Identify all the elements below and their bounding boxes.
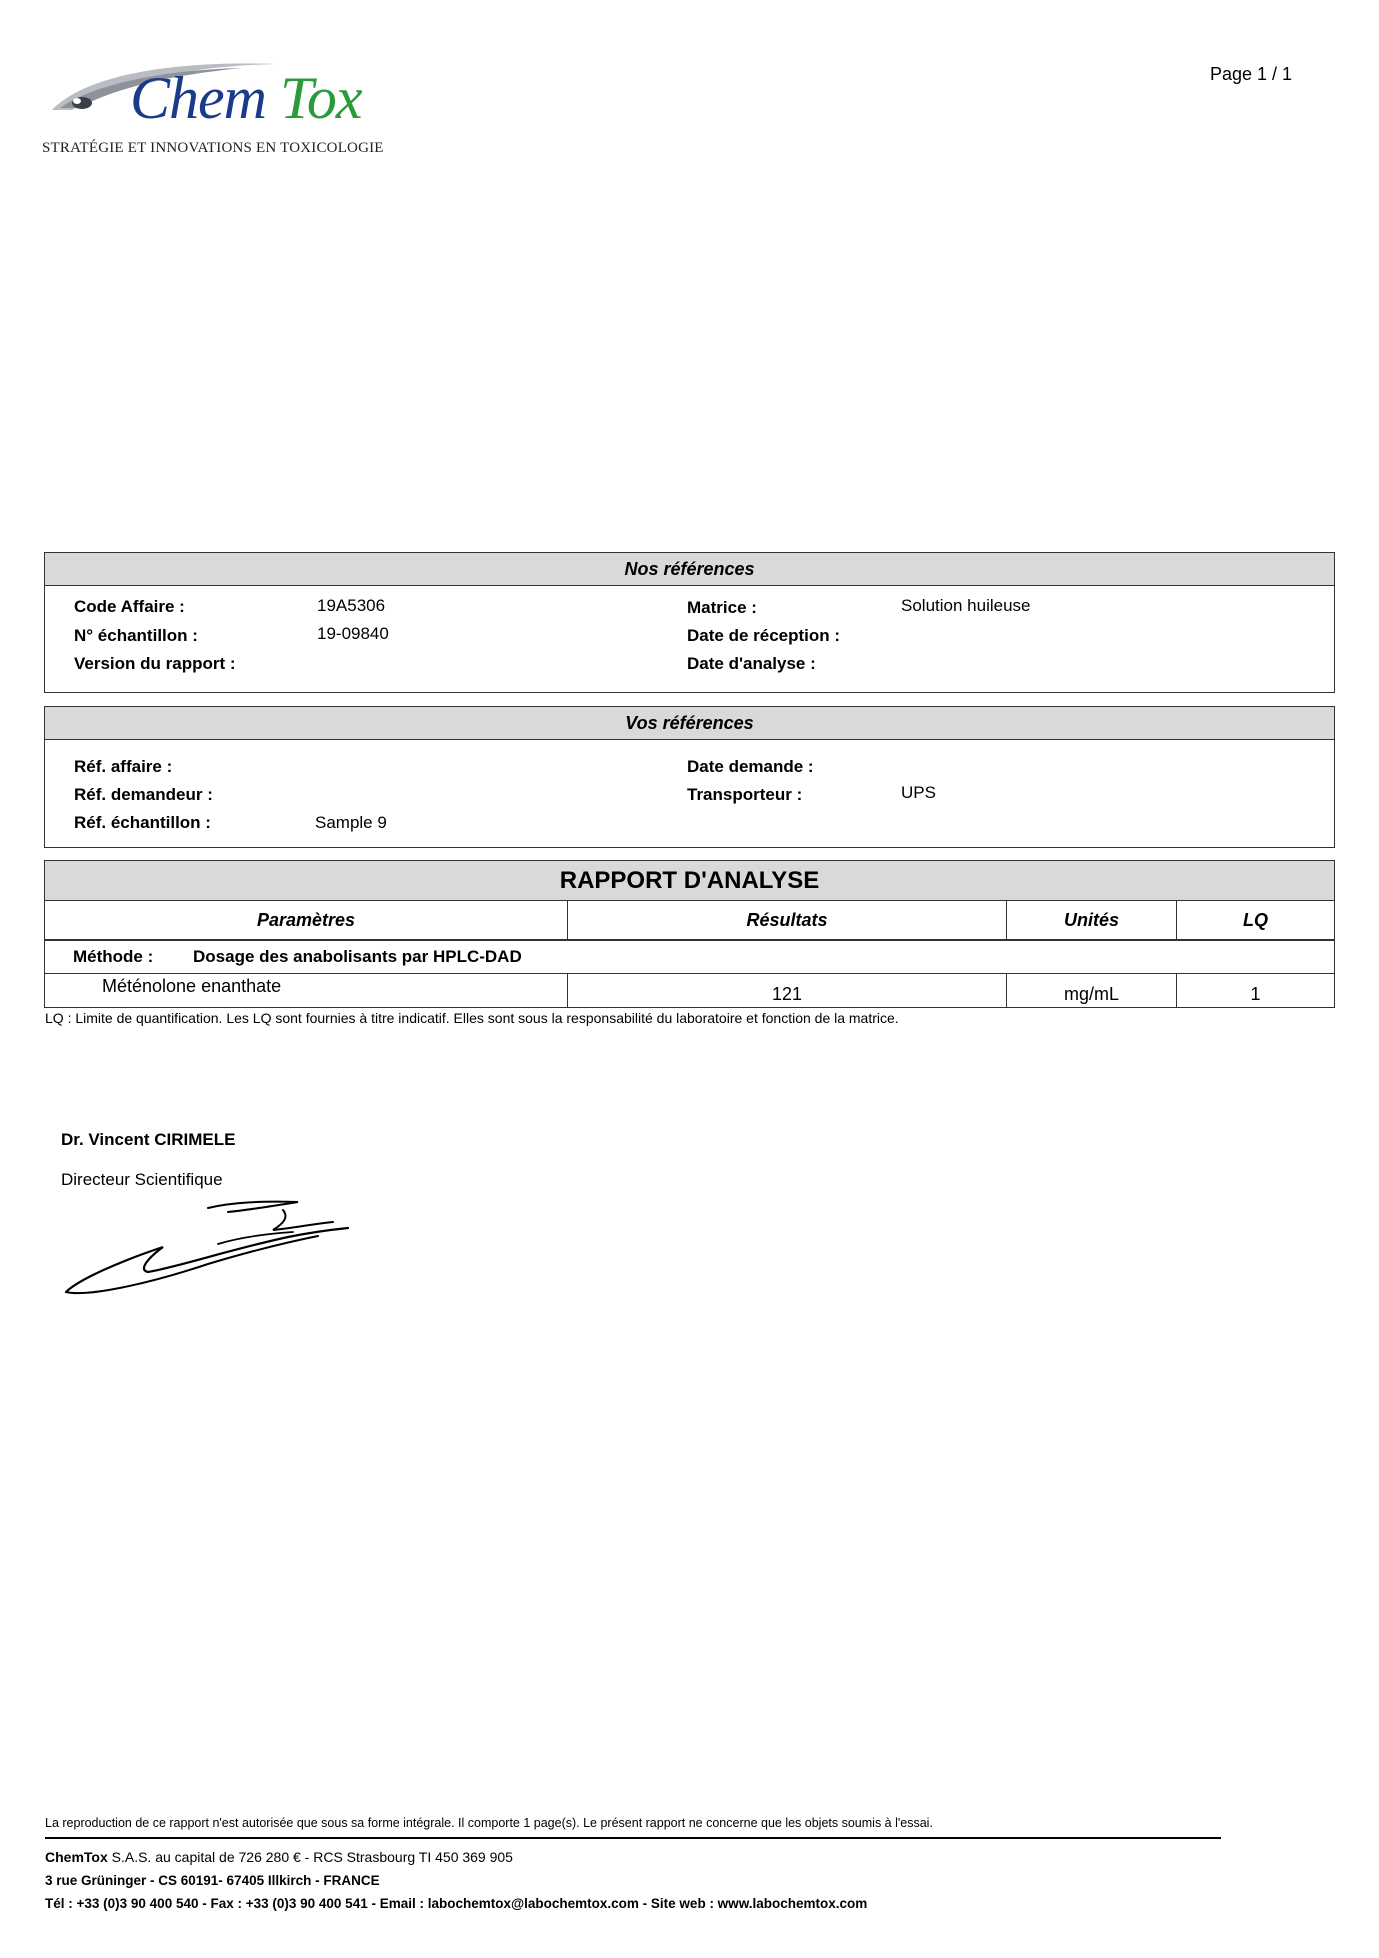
cell-resultat: 121 — [568, 974, 1007, 1007]
date-analyse-label: Date d'analyse : — [687, 654, 816, 673]
column-header-lq: LQ — [1243, 910, 1268, 930]
ref-echantillon-label: Réf. échantillon : — [74, 813, 211, 832]
transporteur-value: UPS — [901, 783, 936, 802]
ref-demandeur-label: Réf. demandeur : — [74, 785, 213, 804]
footer-company-line — [45, 1849, 513, 1865]
lq-note: LQ : Limite de quantification. Les LQ sont fournies à titre indicatif. Elles sont sous la responsabilité du laboratoire et fonction de la matrice. — [45, 1010, 899, 1026]
cell-lq: 1 — [1250, 984, 1261, 1004]
code-affaire-value: 19A5306 — [317, 596, 386, 615]
logo-tox-text: Tox — [279, 65, 362, 131]
footer-divider — [45, 1837, 1221, 1839]
date-reception-label: Date de réception : — [687, 626, 841, 645]
table-header-row — [45, 901, 1334, 941]
logo-wordmark — [130, 65, 362, 131]
column-header-resultats: Résultats — [568, 901, 1007, 939]
logo-chem-text: Chem — [130, 65, 266, 131]
nos-references-section — [44, 552, 1335, 693]
page-number: Page 1 / 1 — [1210, 64, 1293, 84]
version-label: Version du rapport : — [74, 654, 236, 673]
logo-tagline: STRATÉGIE ET INNOVATIONS EN TOXICOLOGIE — [42, 140, 384, 156]
table-row — [45, 974, 1334, 1007]
method-value: Dosage des anabolisants par HPLC-DAD — [193, 947, 522, 966]
chemtox-logo — [42, 58, 427, 162]
vos-references-section — [44, 706, 1335, 848]
vos-references-title: Vos références — [45, 707, 1334, 740]
method-row — [45, 941, 1334, 974]
cell-parametre: Méténolone enanthate — [45, 974, 568, 1007]
transporteur-label: Transporteur : — [687, 785, 803, 804]
rapport-title: RAPPORT D'ANALYSE — [45, 861, 1334, 901]
column-header-parametres: Paramètres — [45, 901, 568, 939]
nos-references-title: Nos références — [45, 553, 1334, 586]
ref-affaire-label: Réf. affaire : — [74, 757, 173, 776]
signatory-title: Directeur Scientifique — [61, 1170, 223, 1189]
footer-company-name: ChemTox — [45, 1849, 108, 1865]
matrice-value: Solution huileuse — [901, 596, 1031, 615]
footer-contact: Tél : +33 (0)3 90 400 540 - Fax : +33 (0)3 90 400 541 - Email : labochemtox@labochemtox.com - Site web : www.labochemtox.com — [45, 1896, 868, 1911]
cell-unite: mg/mL — [1007, 974, 1177, 1007]
ref-echantillon-value: Sample 9 — [315, 813, 387, 832]
handwritten-signature — [58, 1192, 358, 1302]
matrice-label: Matrice : — [687, 598, 757, 617]
footer-address: 3 rue Grüninger - CS 60191- 67405 Illkirch - FRANCE — [45, 1873, 380, 1888]
column-header-unites: Unités — [1007, 901, 1177, 939]
code-affaire-label: Code Affaire : — [74, 597, 185, 616]
signatory-name: Dr. Vincent CIRIMELE — [61, 1130, 236, 1149]
footer-company-details: S.A.S. au capital de 726 280 € - RCS Strasbourg TI 450 369 905 — [107, 1849, 513, 1865]
echantillon-label: N° échantillon : — [74, 626, 198, 645]
footer-reproduction-note: La reproduction de ce rapport n'est autorisée que sous sa forme intégrale. Il comporte 1 page(s). Le présent rapport ne concerne que les objets soumis à l'essai. — [45, 1816, 933, 1830]
method-label: Méthode : — [73, 947, 154, 966]
date-demande-label: Date demande : — [687, 757, 814, 776]
rapport-analyse-table — [44, 860, 1335, 1008]
echantillon-value: 19-09840 — [317, 624, 389, 643]
